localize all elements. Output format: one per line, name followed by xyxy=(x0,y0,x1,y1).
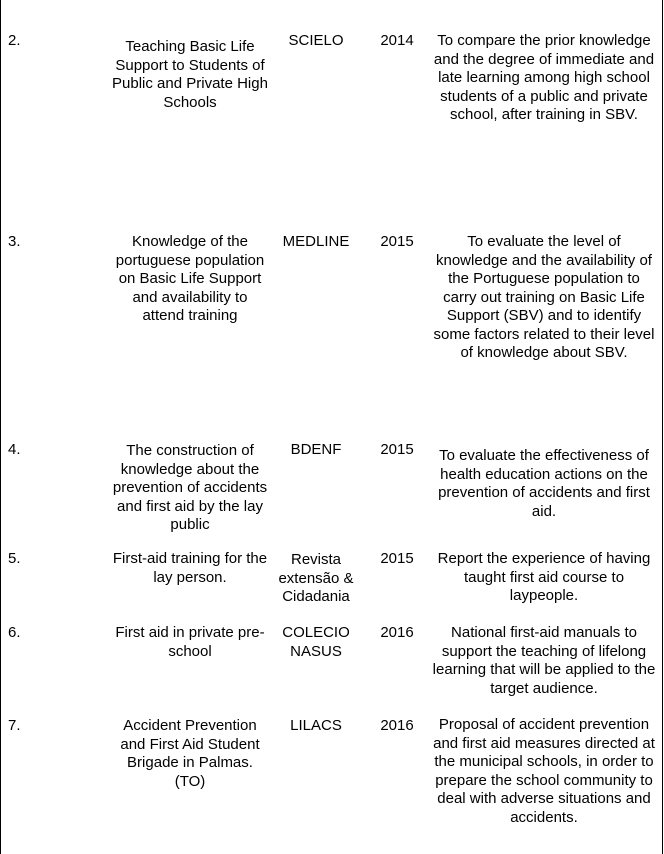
row-number: 3. xyxy=(8,233,21,250)
database: COLECIO NASUS xyxy=(282,624,350,660)
article-title: Teaching Basic Life Support to Students of Public and Private High Schools xyxy=(112,38,268,111)
row-number: 6. xyxy=(8,624,21,641)
database: BDENF xyxy=(290,441,342,458)
year: 2016 xyxy=(380,624,414,641)
article-title: The construction of knowledge about the prevention of accidents and first aid by the lay public xyxy=(112,442,268,533)
database: SCIELO xyxy=(288,32,344,49)
year: 2015 xyxy=(380,233,414,250)
objective: National first-aid manuals to support the teaching of lifelong learning that will be applied to the target audience. xyxy=(432,624,656,697)
year: 2015 xyxy=(380,550,414,567)
row-number: 2. xyxy=(8,32,21,49)
objective: To evaluate the effectiveness of health education actions on the prevention of accidents and first aid. xyxy=(438,447,650,520)
row-number: 7. xyxy=(8,717,21,734)
year: 2015 xyxy=(380,441,414,458)
objective: Proposal of accident prevention and first aid measures directed at the municipal schools, in order to prepare the school community to deal with adverse situations and accidents. xyxy=(433,716,655,826)
article-title: Knowledge of the portuguese population on Basic Life Support and availability to attend training xyxy=(115,233,265,324)
database: MEDLINE xyxy=(282,233,350,250)
article-title: First-aid training for the lay person. xyxy=(112,550,268,586)
database: LILACS xyxy=(290,717,342,734)
database: Revista extensão & Cidadania xyxy=(278,551,354,605)
objective: To compare the prior knowledge and the degree of immediate and late learning among high school students of a public and private school, after training in SBV. xyxy=(433,32,655,123)
row-number: 4. xyxy=(8,441,21,458)
year: 2016 xyxy=(380,717,414,734)
article-title: First aid in private pre-school xyxy=(115,624,265,660)
row-number: 5. xyxy=(8,550,21,567)
year: 2014 xyxy=(380,32,414,49)
objective: To evaluate the level of knowledge and the availability of the Portuguese population to carry out training on Basic Life Support (SBV) and to identify some factors related to their level of knowledge about SBV. xyxy=(433,233,655,361)
objective: Report the experience of having taught first aid course to laypeople. xyxy=(437,550,651,604)
article-title: Accident Prevention and First Aid Student Brigade in Palmas. (TO) xyxy=(120,717,260,790)
